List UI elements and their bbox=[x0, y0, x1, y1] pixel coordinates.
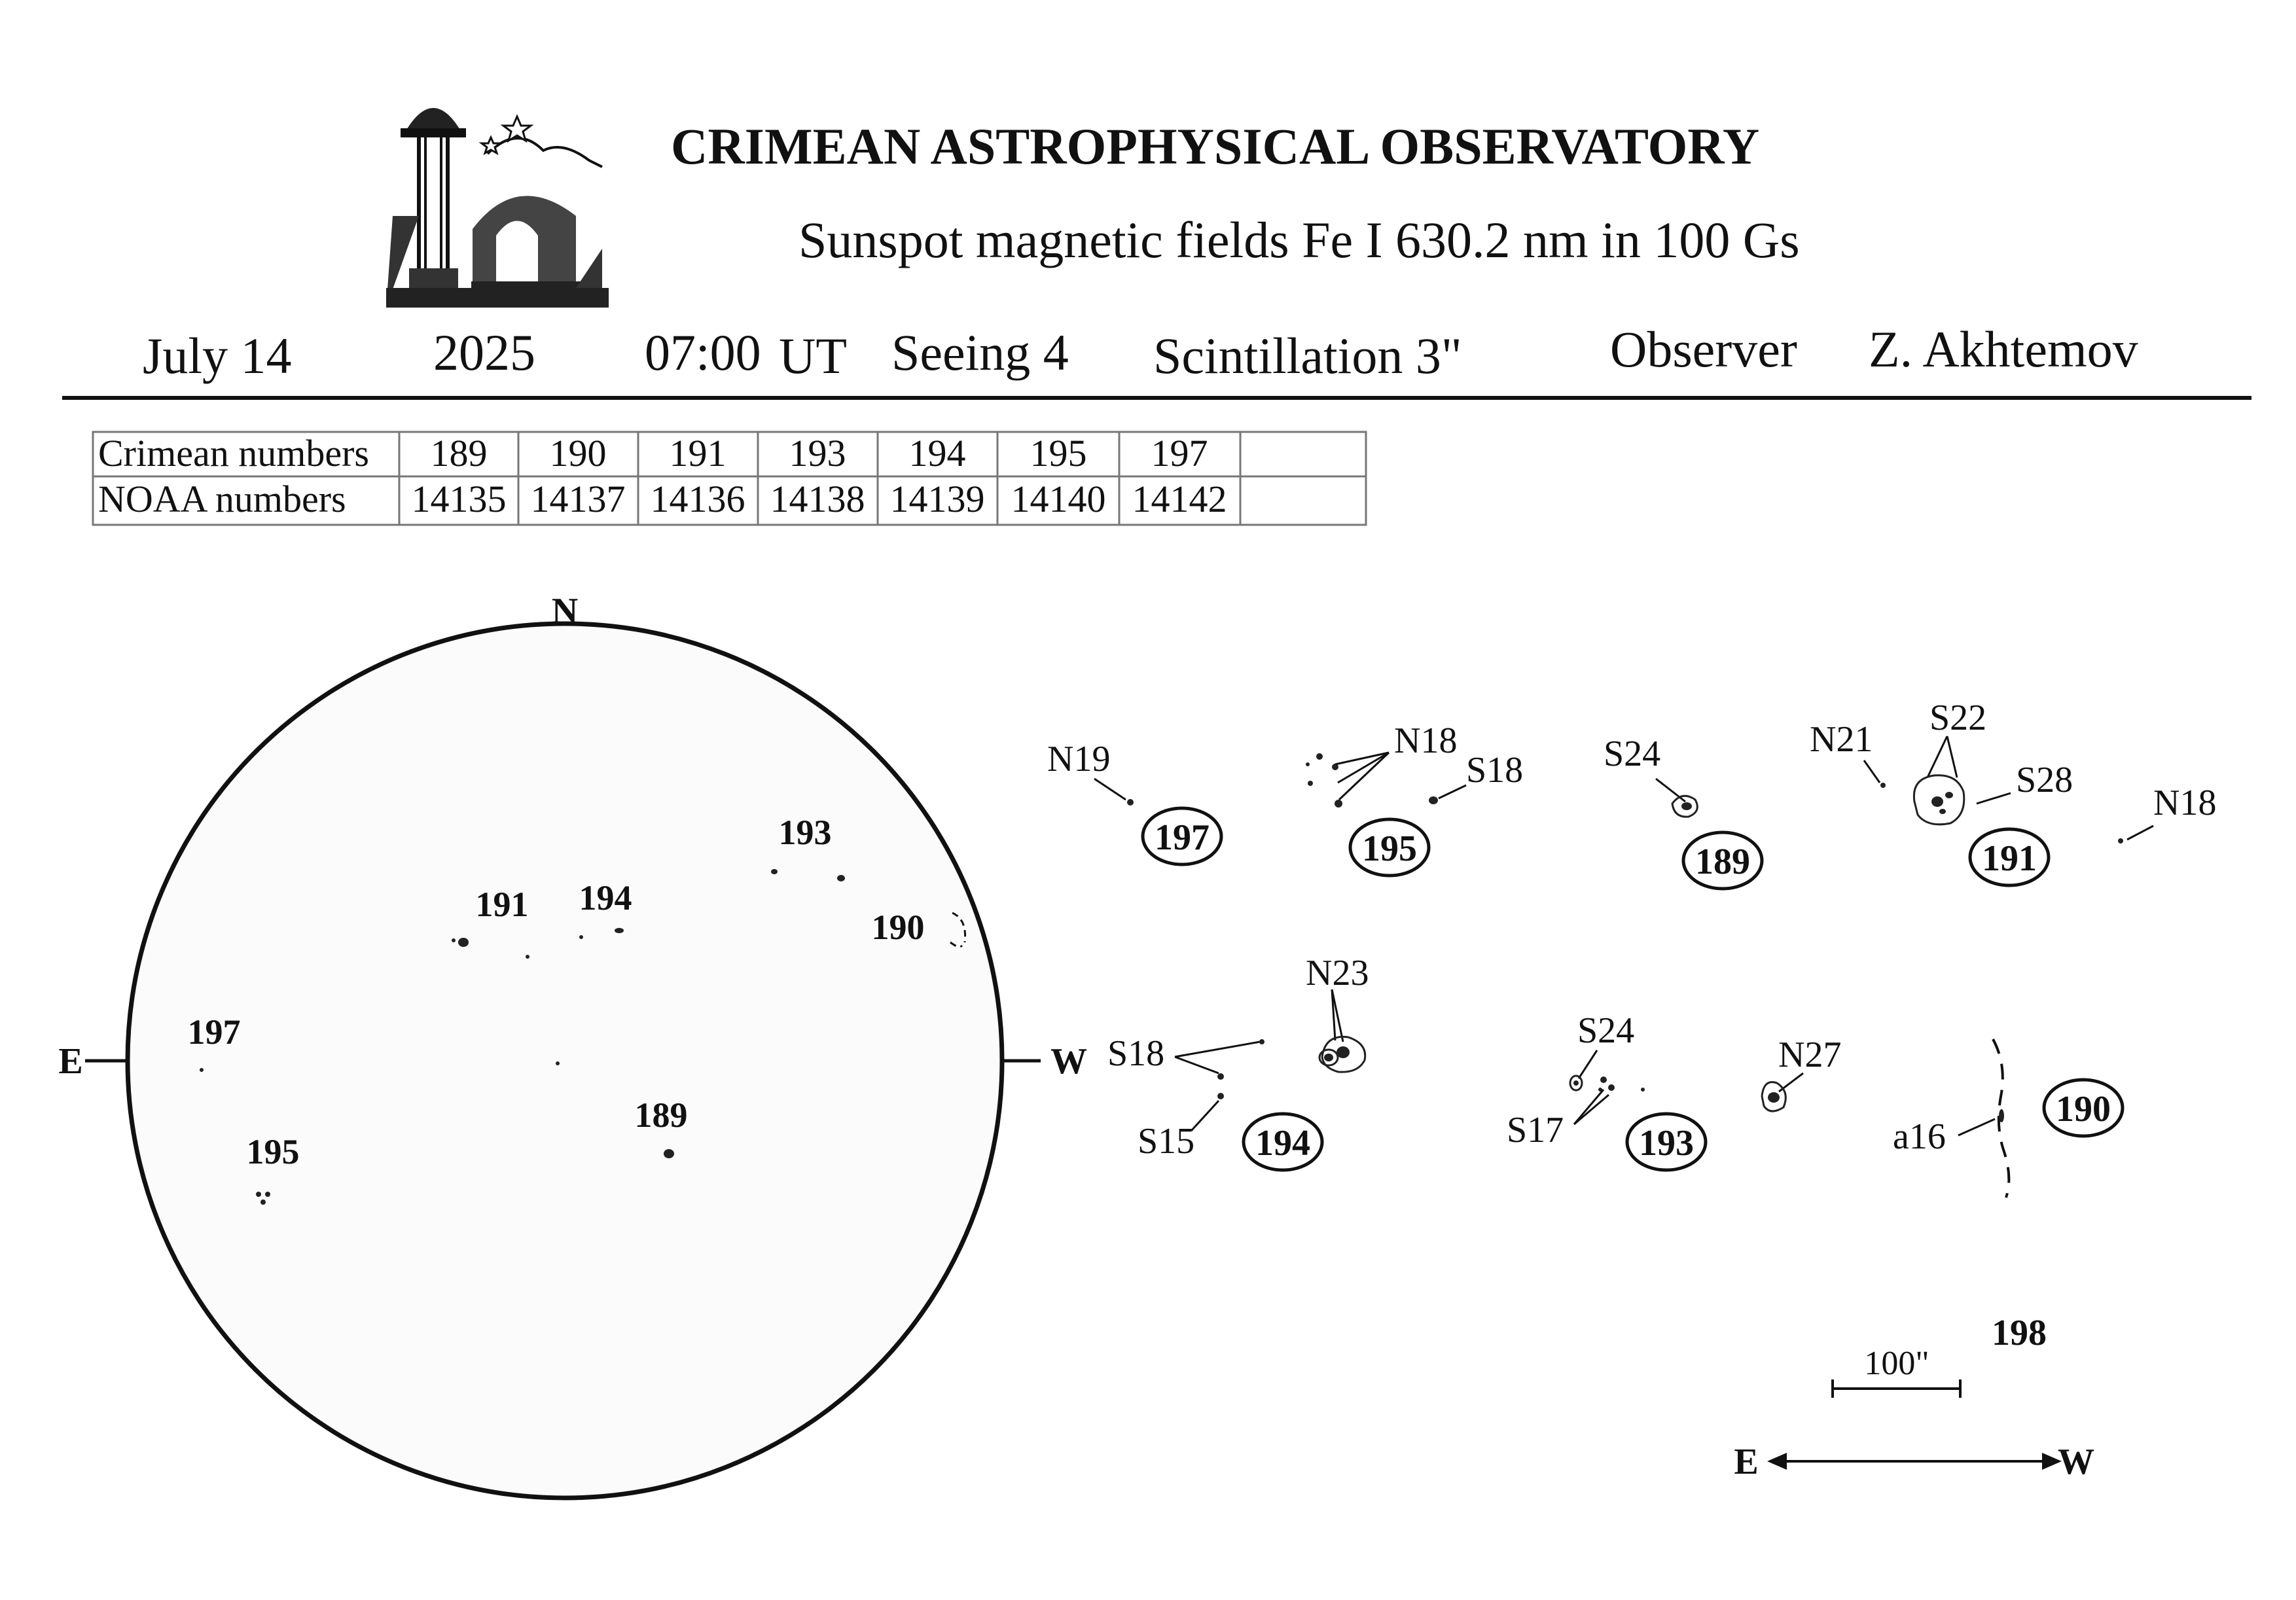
crimean-cell: 197 bbox=[1151, 432, 1208, 474]
region-193-spots bbox=[1570, 1050, 1803, 1124]
region-number: 193 bbox=[1639, 1123, 1694, 1164]
noaa-cell: 14140 bbox=[1011, 478, 1106, 520]
seeing: Seeing 4 bbox=[891, 324, 1069, 381]
noaa-cell: 14135 bbox=[411, 478, 507, 520]
observation-year: 2025 bbox=[433, 324, 535, 381]
crimean-cell: 189 bbox=[430, 432, 488, 474]
observatory-title: CRIMEAN ASTROPHYSICAL OBSERVATORY bbox=[671, 118, 1760, 175]
noaa-cell: 14136 bbox=[650, 478, 745, 520]
disk-region-label: 194 bbox=[579, 878, 632, 917]
observation-date: July 14 bbox=[143, 327, 292, 384]
subtitle: Sunspot magnetic fields Fe I 630.2 nm in 100 Gs bbox=[798, 211, 1800, 268]
region-number: 189 bbox=[1695, 842, 1750, 882]
crimean-cell: 190 bbox=[549, 432, 607, 474]
observatory-logo bbox=[386, 108, 609, 308]
noaa-cell: 14137 bbox=[530, 478, 626, 520]
field-label: N19 bbox=[1047, 739, 1111, 779]
solar-disk bbox=[85, 624, 1041, 1498]
region-number: 191 bbox=[1982, 838, 2037, 879]
observer-label: Observer bbox=[1610, 321, 1797, 378]
observer-name: Z. Akhtemov bbox=[1869, 321, 2138, 378]
field-label: S17 bbox=[1507, 1110, 1564, 1150]
field-label: a16 bbox=[1893, 1116, 1946, 1157]
noaa-cell: 14138 bbox=[770, 478, 865, 520]
disk-region-label: 197 bbox=[187, 1012, 241, 1052]
field-label: S15 bbox=[1138, 1121, 1195, 1162]
field-label: S22 bbox=[1929, 698, 1987, 738]
disk-region-label: 195 bbox=[246, 1132, 300, 1171]
east-west-arrow bbox=[1767, 1453, 2062, 1470]
region-number: 195 bbox=[1362, 828, 1417, 869]
noaa-cell: 14142 bbox=[1132, 478, 1227, 520]
scintillation: Scintillation 3" bbox=[1153, 327, 1462, 384]
region-191-spots bbox=[1864, 736, 2153, 844]
observation-time: 07:00 bbox=[645, 324, 761, 381]
field-label: N18 bbox=[2153, 783, 2217, 823]
crimean-cell: 191 bbox=[669, 432, 726, 474]
disk-north-label: N bbox=[551, 591, 579, 631]
disk-region-label: 193 bbox=[778, 813, 832, 852]
field-label: N27 bbox=[1778, 1035, 1842, 1075]
noaa-numbers-label: NOAA numbers bbox=[98, 478, 346, 520]
region-number: 194 bbox=[1255, 1123, 1310, 1164]
disk-region-label: 190 bbox=[871, 908, 925, 947]
crimean-cell: 193 bbox=[789, 432, 846, 474]
region-number: 197 bbox=[1155, 817, 1210, 858]
crimean-cell: 194 bbox=[908, 432, 966, 474]
field-label: S24 bbox=[1604, 734, 1661, 774]
arrow-east-label: E bbox=[1734, 1442, 1759, 1482]
field-label: N21 bbox=[1810, 719, 1873, 760]
arrow-west-label: W bbox=[2058, 1442, 2094, 1482]
region-number: 190 bbox=[2056, 1089, 2111, 1129]
scale-bar bbox=[1833, 1379, 1960, 1398]
field-label: S28 bbox=[2016, 760, 2073, 800]
crimean-cell: 195 bbox=[1030, 432, 1087, 474]
region-190-spots bbox=[1958, 1039, 2009, 1198]
time-unit: UT bbox=[779, 327, 847, 384]
field-label: N23 bbox=[1306, 953, 1369, 993]
disk-region-label: 191 bbox=[475, 885, 529, 924]
disk-east-label: E bbox=[58, 1041, 83, 1082]
field-label: N18 bbox=[1394, 720, 1458, 761]
disk-region-label: 189 bbox=[634, 1095, 688, 1135]
field-label: S18 bbox=[1107, 1033, 1165, 1074]
disk-west-label: W bbox=[1050, 1041, 1087, 1082]
scale-label: 100" bbox=[1864, 1345, 1929, 1382]
extra-region-number: 198 bbox=[1992, 1313, 2047, 1353]
noaa-cell: 14139 bbox=[889, 478, 985, 520]
region-194-spots bbox=[1175, 989, 1365, 1131]
field-label: S18 bbox=[1466, 750, 1524, 791]
crimean-numbers-label: Crimean numbers bbox=[98, 432, 369, 474]
field-label: S24 bbox=[1577, 1010, 1635, 1051]
